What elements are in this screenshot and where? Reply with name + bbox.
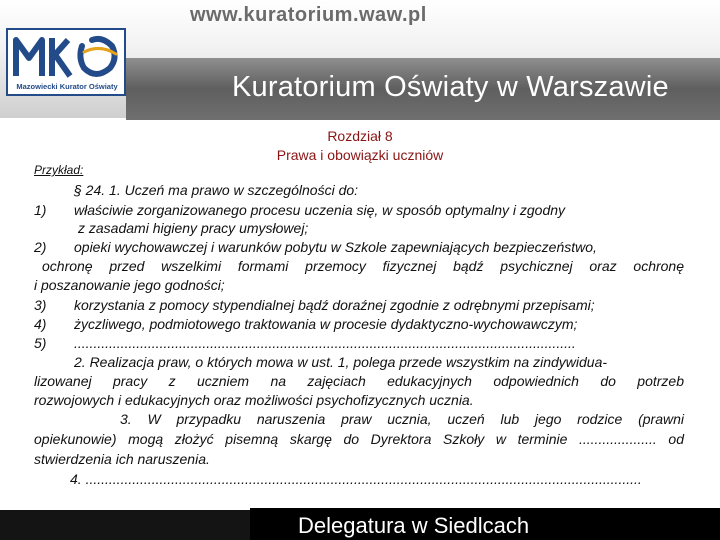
page-header-title: Kuratorium Oświaty w Warszawie	[232, 71, 669, 103]
chapter-title: Prawa i obowiązki uczniów	[276, 147, 444, 163]
example-label: Przykład:	[34, 163, 84, 177]
site-url[interactable]: www.kuratorium.waw.pl	[190, 4, 427, 26]
footer-label: Delegatura w Siedlcach	[298, 513, 530, 538]
item-text: właściwie zorganizowanego procesu uczenia się, w sposób optymalny i zgodny	[74, 202, 566, 218]
item-text: i poszanowanie jego godności;	[34, 277, 225, 293]
item-number: 3)	[34, 297, 47, 313]
item-text: ochronę przed wszelkimi formami przemocy fizycznej bądź psychicznej oraz ochronę	[42, 258, 684, 274]
paragraph-3: stwierdzenia ich naruszenia.	[34, 451, 210, 467]
item-placeholder: .................................................................................................................................	[74, 335, 576, 351]
paragraph-2: lizowanej pracy z uczniem na zajęciach edukacyjnych odpowiednich do potrzeb	[34, 373, 684, 389]
logo-caption: Mazowiecki Kurator Oświaty	[16, 82, 118, 91]
item-number: 4)	[34, 316, 47, 332]
item-text: opieki wychowawczej i warunków pobytu w Szkole zapewniających bezpieczeństwo,	[74, 239, 597, 255]
paragraph-3: 3. W przypadku naruszenia praw ucznia, uczeń lub jego rodzice (prawni	[120, 411, 684, 427]
item-text: korzystania z pomocy stypendialnej bądź doraźnej zgodnie z odrębnymi przepisami;	[74, 297, 595, 313]
item-text: życzliwego, podmiotowego traktowania w procesie dydaktyczno-wychowawczym;	[74, 316, 578, 332]
item-number: 5)	[34, 335, 47, 351]
item-number: 1)	[34, 202, 47, 218]
paragraph-3: opiekunowie) mogą złożyć pisemną skargę do Dyrektora Szkoły w terminie .................... od	[34, 431, 684, 447]
section-heading: § 24. 1. Uczeń ma prawo w szczególności do:	[74, 182, 359, 198]
item-text: z zasadami higieny pracy umysłowej;	[78, 220, 309, 236]
paragraph-2: rozwojowych i edukacyjnych oraz możliwości psychofizycznych ucznia.	[34, 392, 474, 408]
item-number: 2)	[34, 239, 47, 255]
chapter-number: Rozdział 8	[327, 128, 393, 144]
paragraph-4: 4. ...............................................................................................................................................	[70, 471, 642, 487]
paragraph-2: 2. Realizacja praw, o których mowa w ust. 1, polega przede wszystkim na zindywidua-	[74, 354, 608, 370]
